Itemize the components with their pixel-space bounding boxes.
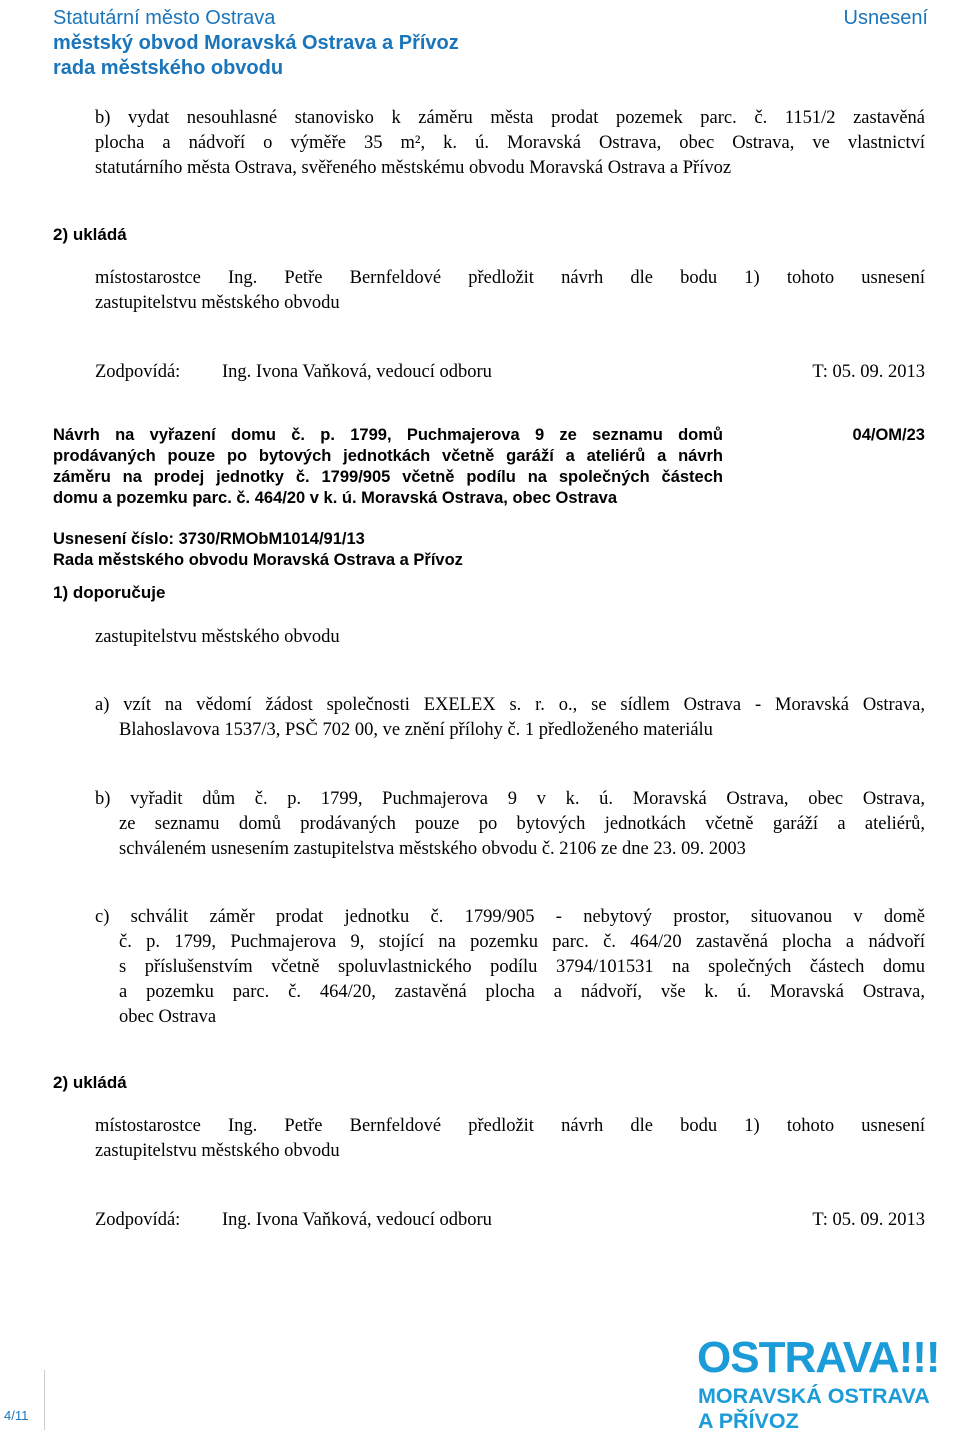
page-number: 4/11 bbox=[4, 1408, 29, 1423]
header-council: rada městského obvodu bbox=[53, 57, 284, 79]
point-c bbox=[95, 905, 925, 1030]
header-doc-type: Usnesení bbox=[843, 7, 928, 29]
point-a-line: a) vzít na vědomí žádost společnosti EXELEX s. r. o., se sídlem Ostrava - Moravská Ostrava, bbox=[95, 695, 925, 715]
doporucuje-heading: 1) doporučuje bbox=[53, 583, 166, 602]
ukl-line: zastupitelstvu městského obvodu bbox=[95, 1141, 340, 1161]
resp-label: Zodpovídá: bbox=[95, 1210, 181, 1230]
footer-divider bbox=[44, 1370, 45, 1430]
header-city: Statutární město Ostrava bbox=[53, 7, 276, 29]
prev-uklada-heading: 2) ukládá bbox=[53, 225, 127, 244]
item-title-line: Návrh na vyřazení domu č. p. 1799, Puchmajerova 9 ze seznamu domů bbox=[53, 426, 723, 444]
ostrava-logo-district-2: A PŘÍVOZ bbox=[698, 1409, 799, 1433]
ostrava-logo-wordmark: OSTRAVA!!! bbox=[697, 1333, 940, 1382]
doporucuje-recipient: zastupitelstvu městského obvodu bbox=[95, 627, 340, 647]
prev-b-line: b) vydat nesouhlasné stanovisko k záměru města prodat pozemek parc. č. 1151/2 zastavěná bbox=[95, 108, 925, 128]
item-title-line: záměru na prodej jednotky č. 1799/905 včetně podílu na společných částech bbox=[53, 468, 723, 486]
ukl-line: místostarostce Ing. Petře Bernfeldové předložit návrh dle bodu 1) tohoto usnesení bbox=[95, 1116, 925, 1136]
point-a bbox=[95, 693, 925, 743]
item-title-line: prodávaných pouze po bytových jednotkách včetně garáží a ateliérů a návrh bbox=[53, 447, 723, 465]
uklada-heading: 2) ukládá bbox=[53, 1073, 127, 1092]
point-c-line: a pozemku parc. č. 464/20, zastavěná plocha a nádvoří, vše k. ú. Moravská Ostrava, bbox=[119, 982, 925, 1002]
point-b bbox=[95, 787, 925, 862]
item-code: 04/OM/23 bbox=[852, 426, 925, 444]
prev-resp-name: Ing. Ivona Vaňková, vedoucí odboru bbox=[222, 362, 492, 382]
point-b-line: schváleném usnesením zastupitelstva městského obvodu č. 2106 ze dne 23. 09. 2003 bbox=[119, 839, 746, 859]
prev-b-line: statutárního města Ostrava, svěřeného městskému obvodu Moravská Ostrava a Přívoz bbox=[95, 158, 732, 178]
prev-point-b bbox=[95, 106, 925, 181]
resolution-number: Usnesení číslo: 3730/RMObM1014/91/13 bbox=[53, 530, 365, 548]
item-title bbox=[53, 425, 723, 509]
prev-ukl-line: zastupitelstvu městského obvodu bbox=[95, 293, 340, 313]
header-district: městský obvod Moravská Ostrava a Přívoz bbox=[53, 32, 459, 54]
prev-ukl-line: místostarostce Ing. Petře Bernfeldové předložit návrh dle bodu 1) tohoto usnesení bbox=[95, 268, 925, 288]
prev-resp-label: Zodpovídá: bbox=[95, 362, 181, 382]
point-b-line: ze seznamu domů prodávaných pouze po bytových jednotkách včetně garáží a ateliérů, bbox=[119, 814, 925, 834]
point-c-line: č. p. 1799, Puchmajerova 9, stojící na pozemku parc. č. 464/20 zastavěná plocha a nádvoří bbox=[119, 932, 925, 952]
ostrava-logo-district: MORAVSKÁ OSTRAVA bbox=[698, 1384, 930, 1408]
prev-b-line: plocha a nádvoří o výměře 35 m², k. ú. Moravská Ostrava, obec Ostrava, ve vlastnictví bbox=[95, 133, 925, 153]
point-c-line: s příslušenstvím včetně spoluvlastnického podílu 3794/101531 na společných částech domu bbox=[119, 957, 925, 977]
resp-date: T: 05. 09. 2013 bbox=[812, 1210, 925, 1230]
uklada-text bbox=[95, 1114, 925, 1164]
point-c-line: c) schválit záměr prodat jednotku č. 1799/905 - nebytový prostor, situovanou v domě bbox=[95, 907, 925, 927]
prev-resp-date: T: 05. 09. 2013 bbox=[812, 362, 925, 382]
item-title-line: domu a pozemku parc. č. 464/20 v k. ú. Moravská Ostrava, obec Ostrava bbox=[53, 489, 618, 507]
point-b-line: b) vyřadit dům č. p. 1799, Puchmajerova 9 v k. ú. Moravská Ostrava, obec Ostrava, bbox=[95, 789, 925, 809]
resp-name: Ing. Ivona Vaňková, vedoucí odboru bbox=[222, 1210, 492, 1230]
point-a-line: Blahoslavova 1537/3, PSČ 702 00, ve znění přílohy č. 1 předloženého materiálu bbox=[119, 720, 713, 740]
prev-uklada-text bbox=[95, 266, 925, 316]
point-c-line: obec Ostrava bbox=[119, 1007, 217, 1027]
resolution-body: Rada městského obvodu Moravská Ostrava a Přívoz bbox=[53, 551, 463, 569]
